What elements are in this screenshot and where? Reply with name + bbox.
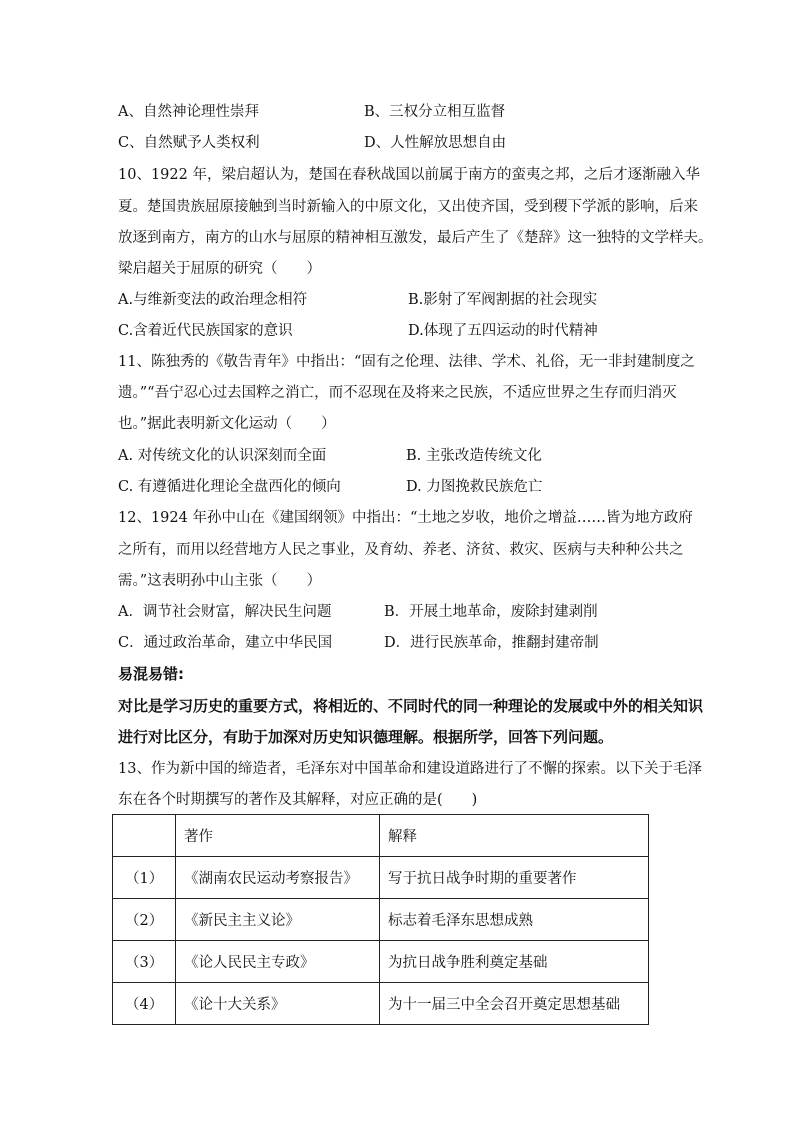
q9-option-d: D、人性解放思想自由 <box>364 135 507 151</box>
q12-option-a: A．调节社会财富，解决民生问题 <box>118 604 332 620</box>
table-header-cell: 著作 <box>176 815 380 857</box>
works-table <box>112 814 649 1025</box>
q10-option-b: B.影射了军阀割据的社会现实 <box>408 292 598 308</box>
table-cell-work: 《新民主主义论》 <box>176 899 380 941</box>
table-cell-explanation: 标志着毛泽东思想成熟 <box>380 899 649 941</box>
table-header-row <box>113 815 649 857</box>
table-cell-index: （2） <box>113 899 176 941</box>
q11-option-a: A. 对传统文化的认识深刻而全面 <box>118 448 327 464</box>
table-row <box>113 899 649 941</box>
q9-option-a: A、自然神论理性崇拜 <box>118 104 259 120</box>
q11-option-b: B. 主张改造传统文化 <box>406 448 542 464</box>
table-header-cell <box>113 815 176 857</box>
table-row <box>113 941 649 983</box>
table-cell-index: （3） <box>113 941 176 983</box>
table-cell-index: （4） <box>113 983 176 1025</box>
table-cell-work: 《论人民民主专政》 <box>176 941 380 983</box>
table-row <box>113 983 649 1025</box>
table-cell-work: 《湖南农民运动考察报告》 <box>176 857 380 899</box>
q9-option-b: B、三权分立相互监督 <box>364 104 506 120</box>
q13-stem-line-2: 东在各个时期撰写的著作及其解释，对应正确的是( ) <box>118 792 478 808</box>
table-cell-index: （1） <box>113 857 176 899</box>
q12-option-c: C．通过政治革命，建立中华民国 <box>118 635 333 651</box>
q10-stem-line-4: 梁启超关于屈原的研究（ ） <box>118 261 321 277</box>
q10-stem-line-1: 10、1922 年，梁启超认为，楚国在春秋战国以前属于南方的蛮夷之邦，之后才逐渐融入华 <box>118 167 700 183</box>
section-intro-line-1: 对比是学习历史的重要方式，将相近的、不同时代的同一种理论的发展或中外的相关知识 <box>118 697 704 715</box>
q11-stem-line-2: 遗。”“吾宁忍心过去国粹之消亡，而不忍现在及将来之民族，不适应世界之生存而归消灭 <box>118 385 677 401</box>
q10-option-a: A.与维新变法的政治理念相符 <box>118 292 308 308</box>
table-cell-explanation: 为抗日战争胜利奠定基础 <box>380 941 649 983</box>
q12-stem-line-3: 需。”这表明孙中山主张（ ） <box>118 573 322 589</box>
q12-option-b: B．开展土地革命，废除封建剥削 <box>384 604 598 620</box>
q12-stem-line-2: 之所有，而用以经营地方人民之事业，及育幼、养老、济贫、救灾、医病与夫种种公共之 <box>118 542 684 558</box>
q11-stem-line-1: 11、陈独秀的《敬告青年》中指出：“固有之伦理、法律、学术、礼俗，无一非封建制度之 <box>118 354 695 370</box>
q11-option-d: D. 力图挽救民族危亡 <box>406 479 543 495</box>
q13-stem-line-1: 13、作为新中国的缔造者，毛泽东对中国革命和建设道路进行了不懈的探索。以下关于毛泽 <box>118 761 702 777</box>
q10-stem-line-2: 夏。楚国贵族屈原接触到当时新输入的中原文化，又出使齐国，受到稷下学派的影响，后来 <box>118 199 698 215</box>
q12-option-d: D．进行民族革命，推翻封建帝制 <box>384 635 599 651</box>
q11-stem-line-3: 也。”据此表明新文化运动（ ） <box>118 416 336 432</box>
q11-option-c: C. 有遵循进化理论全盘西化的倾向 <box>118 479 341 495</box>
q10-option-c: C.含着近代民族国家的意识 <box>118 323 293 339</box>
q10-option-d: D.体现了五四运动的时代精神 <box>408 323 598 339</box>
section-title: 易混易错: <box>118 665 184 683</box>
table-cell-explanation: 写于抗日战争时期的重要著作 <box>380 857 649 899</box>
section-intro-line-2: 进行对比区分，有助于加深对历史知识德理解。根据所学，回答下列问题。 <box>118 728 614 746</box>
q12-stem-line-1: 12、1924 年孙中山在《建国纲领》中指出：“土地之岁收，地价之增益……皆为地方政府 <box>118 510 693 526</box>
table-cell-explanation: 为十一届三中全会召开奠定思想基础 <box>380 983 649 1025</box>
table-row <box>113 857 649 899</box>
table-header-cell: 解释 <box>380 815 649 857</box>
q10-stem-line-3: 放逐到南方，南方的山水与屈原的精神相互激发，最后产生了《楚辞》这一独特的文学样夫。 <box>118 230 713 246</box>
q9-option-c: C、自然赋予人类权利 <box>118 135 260 151</box>
table-cell-work: 《论十大关系》 <box>176 983 380 1025</box>
